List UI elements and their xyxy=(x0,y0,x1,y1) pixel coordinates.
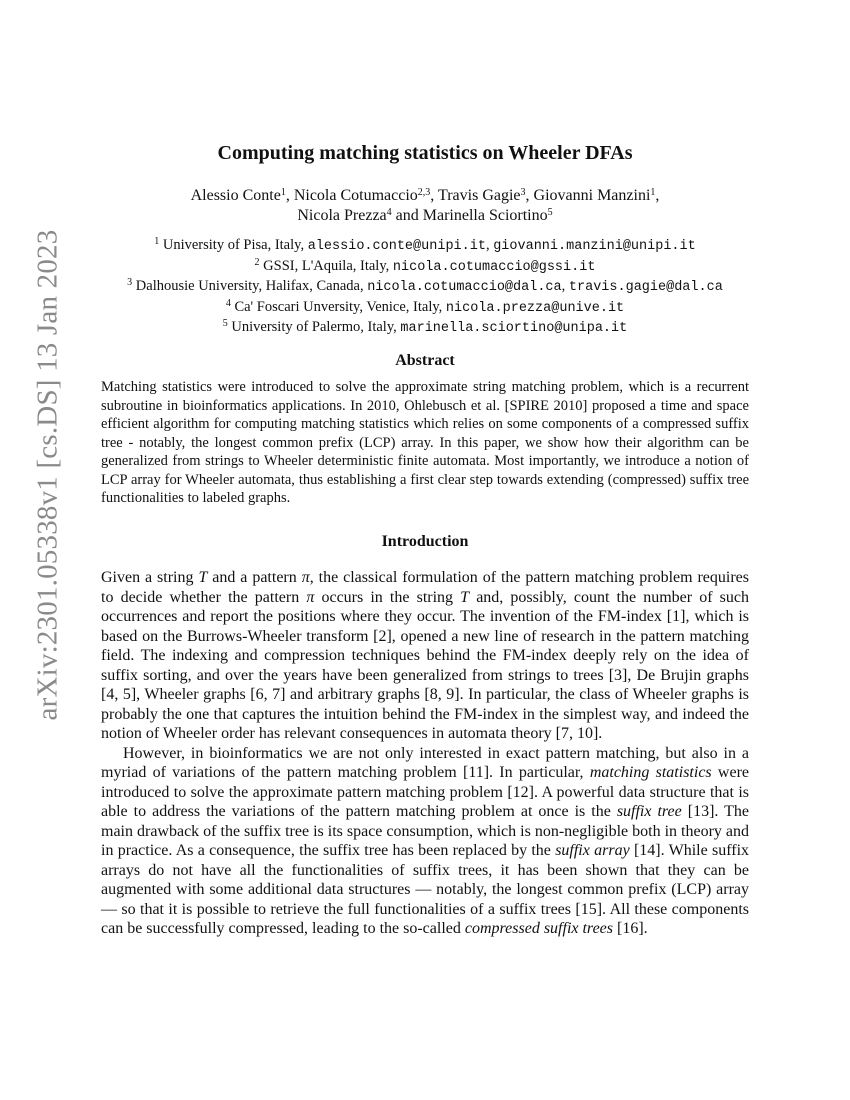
affiliation-marker: 5 xyxy=(547,207,553,218)
abstract-heading: Abstract xyxy=(395,352,455,369)
paragraph: However, in bioinformatics we are not only interested in exact pattern matching, but also in a myriad of variations of the pattern matching problem [11]. In particular, matching statistics were introduced to solve the approximate pattern matching problem [12]. A powerful data structure that is able to address the variations of the pattern matching problem at once is the suffix tree [13]. The main drawback of the suffix tree is its space consumption, which is non-negligible both in theory and in practice. As a consequence, the suffix tree has been replaced by the suffix array [14]. While suffix arrays do not have all the functionalities of suffix trees, it has been shown that they can be augmented with some additional data structures — notably, the longest common prefix (LCP) array — so that it is possible to retrieve the full functionalities of a suffix trees [15]. All these components can be successfully compressed, leading to the so-called compressed suffix trees [16]. xyxy=(101,744,750,937)
author-name: Giovanni Manzini xyxy=(533,187,651,204)
author-list: Alessio Conte$^1$, Nicola Cotumaccio$^{2,3}$, Travis Gagie$^3$, Giovanni Manzini$^1$, Nicola Prezza$^4$ and Marinella Sciortino$^5$ xyxy=(190,187,660,224)
affiliation-line xyxy=(0,257,850,278)
paper-title: Computing matching statistics on Wheeler DFAs xyxy=(217,142,633,164)
arxiv-identifier-stamp: arXiv:2301.05338v1 [cs.DS] 13 Jan 2023 xyxy=(31,229,64,721)
affiliation-line: $^3$ Dalhousie University, Halifax, Canada, nicola.cotumaccio@dal.ca, travis.gagie@dal.ca xyxy=(127,277,723,295)
affiliation-marker: 1 xyxy=(650,187,656,198)
affiliation-number: 4 xyxy=(225,297,231,309)
email-address: marinella.sciortino@unipa.it xyxy=(400,321,628,336)
affiliation-marker: 2,3 xyxy=(417,187,431,198)
author-conjunction: and xyxy=(395,207,419,224)
author-name: Marinella Sciortino xyxy=(422,207,548,224)
author-name: Alessio Conte xyxy=(190,187,281,204)
affiliation-marker: 1 xyxy=(280,187,286,198)
introduction-heading: Introduction xyxy=(381,533,469,550)
introduction-body xyxy=(101,568,749,939)
email-address: nicola.cotumaccio@gssi.it xyxy=(392,259,596,275)
affiliation-number: 5 xyxy=(222,318,228,329)
affiliation-place: Ca' Foscari Unversity, Venice, Italy, xyxy=(234,298,443,315)
author-name: Nicola Prezza xyxy=(297,207,387,224)
email-address: giovanni.manzini@unipi.it xyxy=(493,239,696,254)
affiliation-number: 3 xyxy=(127,277,133,288)
affiliation-number: 2 xyxy=(254,256,260,268)
abstract-body: Matching statistics were introduced to solve the approximate string matching problem, which is a recurrent subroutine in bioinformatics applications. In 2010, Ohlebusch et al. [SPIRE 2010] proposed a time and space efficient algorithm for computing matching statistics which relies on some components of a compressed suffix tree - notably, the longest common prefix (LCP) array. In this paper, we show how their algorithm can be generalized from strings to Wheeler deterministic finite automata. Most importantly, we introduce a notion of LCP array for Wheeler automata, thus establishing a first clear step towards extending (compressed) suffix tree functionalities to labeled graphs. xyxy=(101,379,749,506)
email-address: nicola.prezza@unive.it xyxy=(445,300,625,316)
affiliation-line xyxy=(0,298,850,319)
author-name: Nicola Cotumaccio xyxy=(293,187,418,204)
affiliation-line: $^1$ University of Pisa, Italy, alessio.conte@unipi.it, giovanni.manzini@unipi.it xyxy=(154,236,696,254)
affiliation-place: University of Pisa, Italy, xyxy=(162,237,305,253)
affiliation-marker: 3 xyxy=(520,187,526,198)
email-address: alessio.conte@unipi.it xyxy=(307,239,486,254)
paragraph: Given a string T and a pattern π, the classical formulation of the pattern matching problem requires to decide whether the pattern π occurs in the string T and, possibly, count the number of such occurrences and report the positions where they occur. The invention of the FM-index [1], which is based on the Burrows-Wheeler transform [2], opened a new line of research in the pattern matching field. The indexing and compression techniques behind the FM-index deeply rely on the idea of suffix sorting, and over the years have been generalized from strings to trees [3], De Brujin graphs [4, 5], Wheeler graphs [6, 7] and arbitrary graphs [8, 9]. In particular, the class of Wheeler graphs is probably the one that captures the intuition behind the FM-index in the simplest way, and indeed the notion of Wheeler order has relevant consequences in automata theory [7, 10]. xyxy=(101,569,750,742)
affiliation-marker: 4 xyxy=(386,207,392,218)
email-address: nicola.cotumaccio@dal.ca xyxy=(367,280,562,295)
affiliation-list xyxy=(0,236,850,339)
affiliation-place: University of Palermo, Italy, xyxy=(231,319,397,335)
affiliation-number: 1 xyxy=(154,236,160,247)
email-address: travis.gagie@dal.ca xyxy=(568,280,723,295)
affiliation-place: GSSI, L'Aquila, Italy, xyxy=(263,257,390,274)
author-name: Travis Gagie xyxy=(438,187,521,204)
affiliation-place: Dalhousie University, Halifax, Canada, xyxy=(135,278,364,294)
affiliation-line xyxy=(0,318,850,339)
